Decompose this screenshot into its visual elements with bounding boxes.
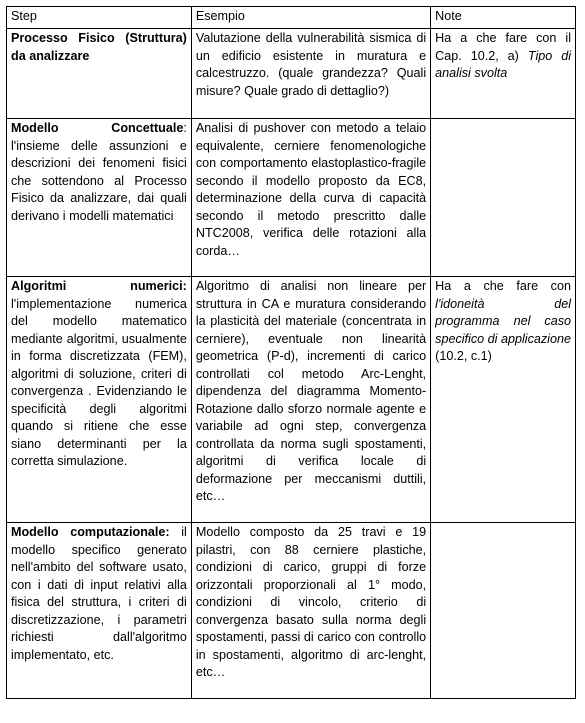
table-row: [7, 277, 576, 523]
note-text: Ha a che fare con il Cap. 10.2, a): [435, 31, 571, 63]
table-header-row: [7, 7, 576, 29]
note-emphasis: l'idoneità del programma nel caso specifico di applicazione: [435, 296, 571, 346]
step-title: Processo Fisico (Struttura) da analizzare: [11, 31, 187, 63]
step-title: Algoritmi numerici:: [11, 279, 187, 293]
note-cell: [431, 277, 576, 523]
step-cell: [7, 277, 192, 523]
note-cell: [431, 523, 576, 699]
note-text: Ha a che fare con: [435, 279, 571, 293]
document-page: [6, 6, 576, 699]
header-note: Note: [431, 7, 576, 29]
note-emphasis: Tipo di analisi svolta: [435, 48, 572, 80]
header-step: Step: [7, 7, 192, 29]
table-row: [7, 29, 576, 119]
esempio-cell: Modello composto da 25 travi e 19 pilastri, con 88 cerniere plastiche, condizioni di carico, gruppi di forze orizzontali proporzionali al 1° modo, condizioni di vincolo, criterio di convergenza basato sulla norma degli spostamenti, passi di carico con controllo in spostamenti, algoritmo di arc-lenght, etc…: [191, 523, 430, 699]
esempio-cell: Algoritmo di analisi non lineare per struttura in CA e muratura considerando la plasticità del materiale (concentrata in cerniere), eventuale non linearità geometrica (P-d), incrementi di carico controllati col metodo Arc-Lenght, dipendenza del diagramma Momento-Rotazione dallo sforzo normale agente e variabile ad ogni step, convergenza controllata da norma sugli spostamenti, algoritmi di verifica locale di deformazione per meccanismi duttili, etc…: [191, 277, 430, 523]
note-cell: [431, 29, 576, 119]
step-description: : l'insieme delle assunzioni e descrizioni dei fenomeni fisici che sottendono al Processo Fisico da analizzare, dai quali derivano i modelli matematici: [11, 121, 187, 223]
step-cell: [7, 523, 192, 699]
step-description: il modello specifico generato nell'ambito del software usato, con i dati di input relativi alla fisica del struttura, i criteri di discretizzazione, i parametri richiesti dall'algoritmo implementato, etc.: [11, 525, 187, 662]
step-description: l'implementazione numerica del modello matematico mediante algoritmi, usualmente in forma discretizzata (FEM), algoritmi di soluzione, criteri di convergenza . Evidenziando le specificità degli algoritmi quando si ritiene che esse siano determinanti per la corretta simulazione.: [11, 296, 187, 468]
validation-table: [6, 6, 576, 699]
esempio-cell: Valutazione della vulnerabilità sismica di un edificio esistente in muratura e calcestruzzo. (quale grandezza? Quali misure? Quale grado di dettaglio?): [191, 29, 430, 119]
header-esempio: Esempio: [191, 7, 430, 29]
step-title: Modello computazionale:: [11, 525, 170, 539]
note-tail: (10.2, c.1): [435, 349, 492, 363]
table-row: [7, 119, 576, 277]
esempio-cell: Analisi di pushover con metodo a telaio equivalente, cerniere fenomenologiche con comportamento elastoplastico-fragile secondo il modello proposto da EC8, determinazione della curva di capacità secondo il metodo prescritto dalle NTC2008, verifica delle rotazioni alla corda…: [191, 119, 430, 277]
table-row: [7, 523, 576, 699]
step-title: Modello Concettuale: [11, 121, 184, 135]
step-cell: [7, 119, 192, 277]
step-cell: [7, 29, 192, 119]
note-cell: [431, 119, 576, 277]
